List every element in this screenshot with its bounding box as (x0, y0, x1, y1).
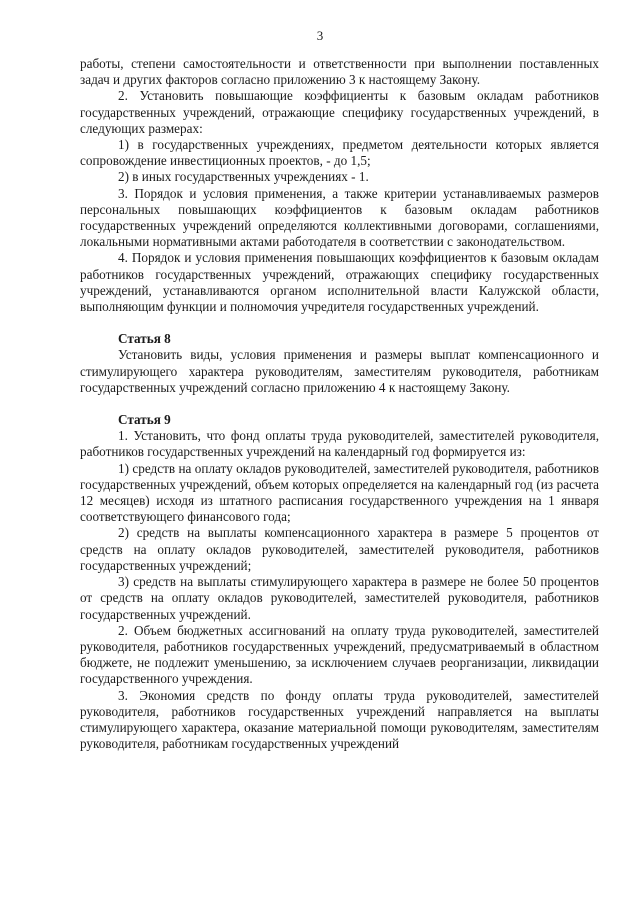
article9-paragraph2: 2. Объем бюджетных ассигнований на оплату труда руководителей, заместителей руководителя, работников государственных учреждений, предусматриваемый в областном бюджете, не подлежит уменьшению, за исключением случаев реорганизации, ликвидации государственного учреждения. (80, 622, 599, 687)
article7-paragraph2-item2: 2) в иных государственных учреждениях - 1. (118, 169, 369, 185)
article8-text: Установить виды, условия применения и размеры выплат компенсационного и стимулирующего характера руководителям, заместителям руководителя, работникам государственных учреждений согласно приложению 4 к настоящему Закону. (80, 347, 599, 395)
article9-paragraph1-item3: 3) средств на выплаты стимулирующего характера в размере не более 50 процентов от средств на оплату окладов руководителей, заместителей руководителя, работников государственных учреждений. (80, 574, 599, 622)
page-number: 3 (316, 28, 324, 43)
article9-paragraph1-intro: 1. Установить, что фонд оплаты труда руководителей, заместителей руководителя, работников государственных учреждений на календарный год формируется из: (80, 428, 599, 460)
document-body (80, 56, 599, 752)
section-spacer (80, 315, 599, 331)
article9-heading: Статья 9 (118, 412, 171, 428)
article7-paragraph3: 3. Порядок и условия применения, а также критерии устанавливаемых размеров персональных повышающих коэффициентов к базовым окладам работников государственных учреждений определяются коллективными договорами, соглашениями, локальными нормативными актами работодателя в соответствии с законодательством. (80, 185, 599, 250)
article8-heading: Статья 8 (118, 331, 171, 347)
article7-paragraph4: 4. Порядок и условия применения повышающих коэффициентов к базовым окладам работников государственных учреждений, отражающих специфику государственных учреждений, устанавливаются органом исполнительной власти Калужской области, выполняющим функции и полномочия учредителя государственных учреждений. (80, 250, 599, 315)
continuation-paragraph: работы, степени самостоятельности и ответственности при выполнении поставленных задач и других факторов согласно приложению 3 к настоящему Закону. (80, 56, 599, 88)
section-spacer (80, 396, 599, 412)
article9-paragraph1-item2: 2) средств на выплаты компенсационного характера в размере 5 процентов от средств на оплату окладов руководителей, заместителей руководителя, работников государственных учреждений; (80, 525, 599, 573)
article9-paragraph1-item1: 1) средств на оплату окладов руководителей, заместителей руководителя, работников государственных учреждений, объем которых определяется на календарный год (из расчета 12 месяцев) исходя из штатного расписания государственного учреждения на 1 января соответствующего финансового года; (80, 460, 599, 525)
article7-paragraph2-item1: 1) в государственных учреждениях, предметом деятельности которых является сопровождение инвестиционных проектов, - до 1,5; (80, 137, 599, 169)
article7-paragraph2-intro: 2. Установить повышающие коэффициенты к базовым окладам работников государственных учреждений, отражающие специфику государственных учреждений, в следующих размерах: (80, 88, 599, 136)
article9-paragraph3: 3. Экономия средств по фонду оплаты труда руководителей, заместителей руководителя, работников государственных учреждений направляется на выплаты стимулирующего характера, оказание материальной помощи руководителям, заместителям руководителя, работникам государственных учреждений (80, 687, 599, 752)
